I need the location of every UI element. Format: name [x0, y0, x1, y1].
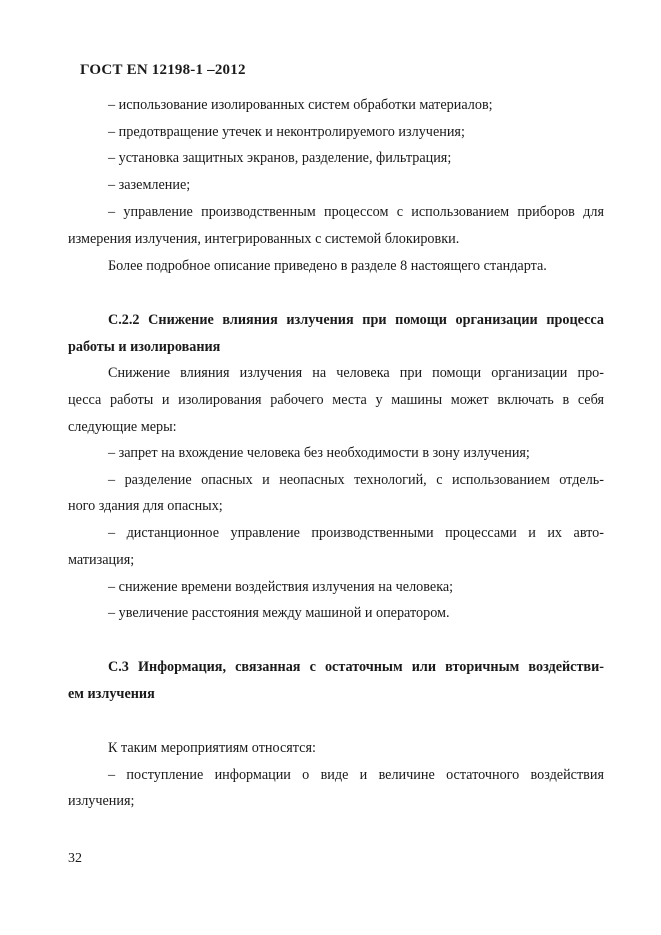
list-item-continuation: измерения излучения, интегрированных с системой блокировки.	[68, 231, 460, 247]
list-item: – запрет на вхождение человека без необходимости в зону излучения;	[108, 445, 530, 461]
list-item: – дистанционное управление производственными процессами и их авто-	[108, 525, 604, 541]
section-heading-c22: С.2.2 Снижение влияния излучения при помощи организации процесса	[108, 312, 604, 328]
reference-paragraph: Более подробное описание приведено в разделе 8 настоящего стандарта.	[108, 258, 547, 274]
document-code-header: ГОСТ EN 12198-1 –2012	[80, 62, 246, 78]
list-item-continuation: матизация;	[68, 552, 135, 568]
paragraph-line: Снижение влияния излучения на человека при помощи организации про-	[108, 365, 604, 381]
paragraph-line: цесса работы и изолирования рабочего места у машины может включать в себя	[68, 392, 604, 408]
list-item-continuation: ного здания для опасных;	[68, 498, 223, 514]
list-item: – разделение опасных и неопасных технологий, с использованием отдель-	[108, 472, 604, 488]
paragraph-line: К таким мероприятиям относятся:	[108, 740, 316, 756]
paragraph-line: следующие меры:	[68, 419, 177, 435]
list-item: – использование изолированных систем обработки материалов;	[108, 97, 493, 113]
list-item: – управление производственным процессом с использованием приборов для	[108, 204, 604, 220]
list-item: – установка защитных экранов, разделение, фильтрация;	[108, 150, 452, 166]
list-item: – поступление информации о виде и величине остаточного воздействия	[108, 767, 604, 783]
list-item: – увеличение расстояния между машиной и оператором.	[108, 605, 450, 621]
section-heading-c3-cont: ем излучения	[68, 686, 155, 702]
section-heading-c3: С.3 Информация, связанная с остаточным или вторичным воздействи-	[108, 659, 604, 675]
page-number: 32	[68, 851, 82, 866]
list-item-continuation: излучения;	[68, 793, 135, 809]
list-item: – заземление;	[108, 177, 191, 193]
section-heading-c22-cont: работы и изолирования	[68, 339, 221, 355]
list-item: – снижение времени воздействия излучения на человека;	[108, 579, 454, 595]
list-item: – предотвращение утечек и неконтролируемого излучения;	[108, 124, 465, 140]
